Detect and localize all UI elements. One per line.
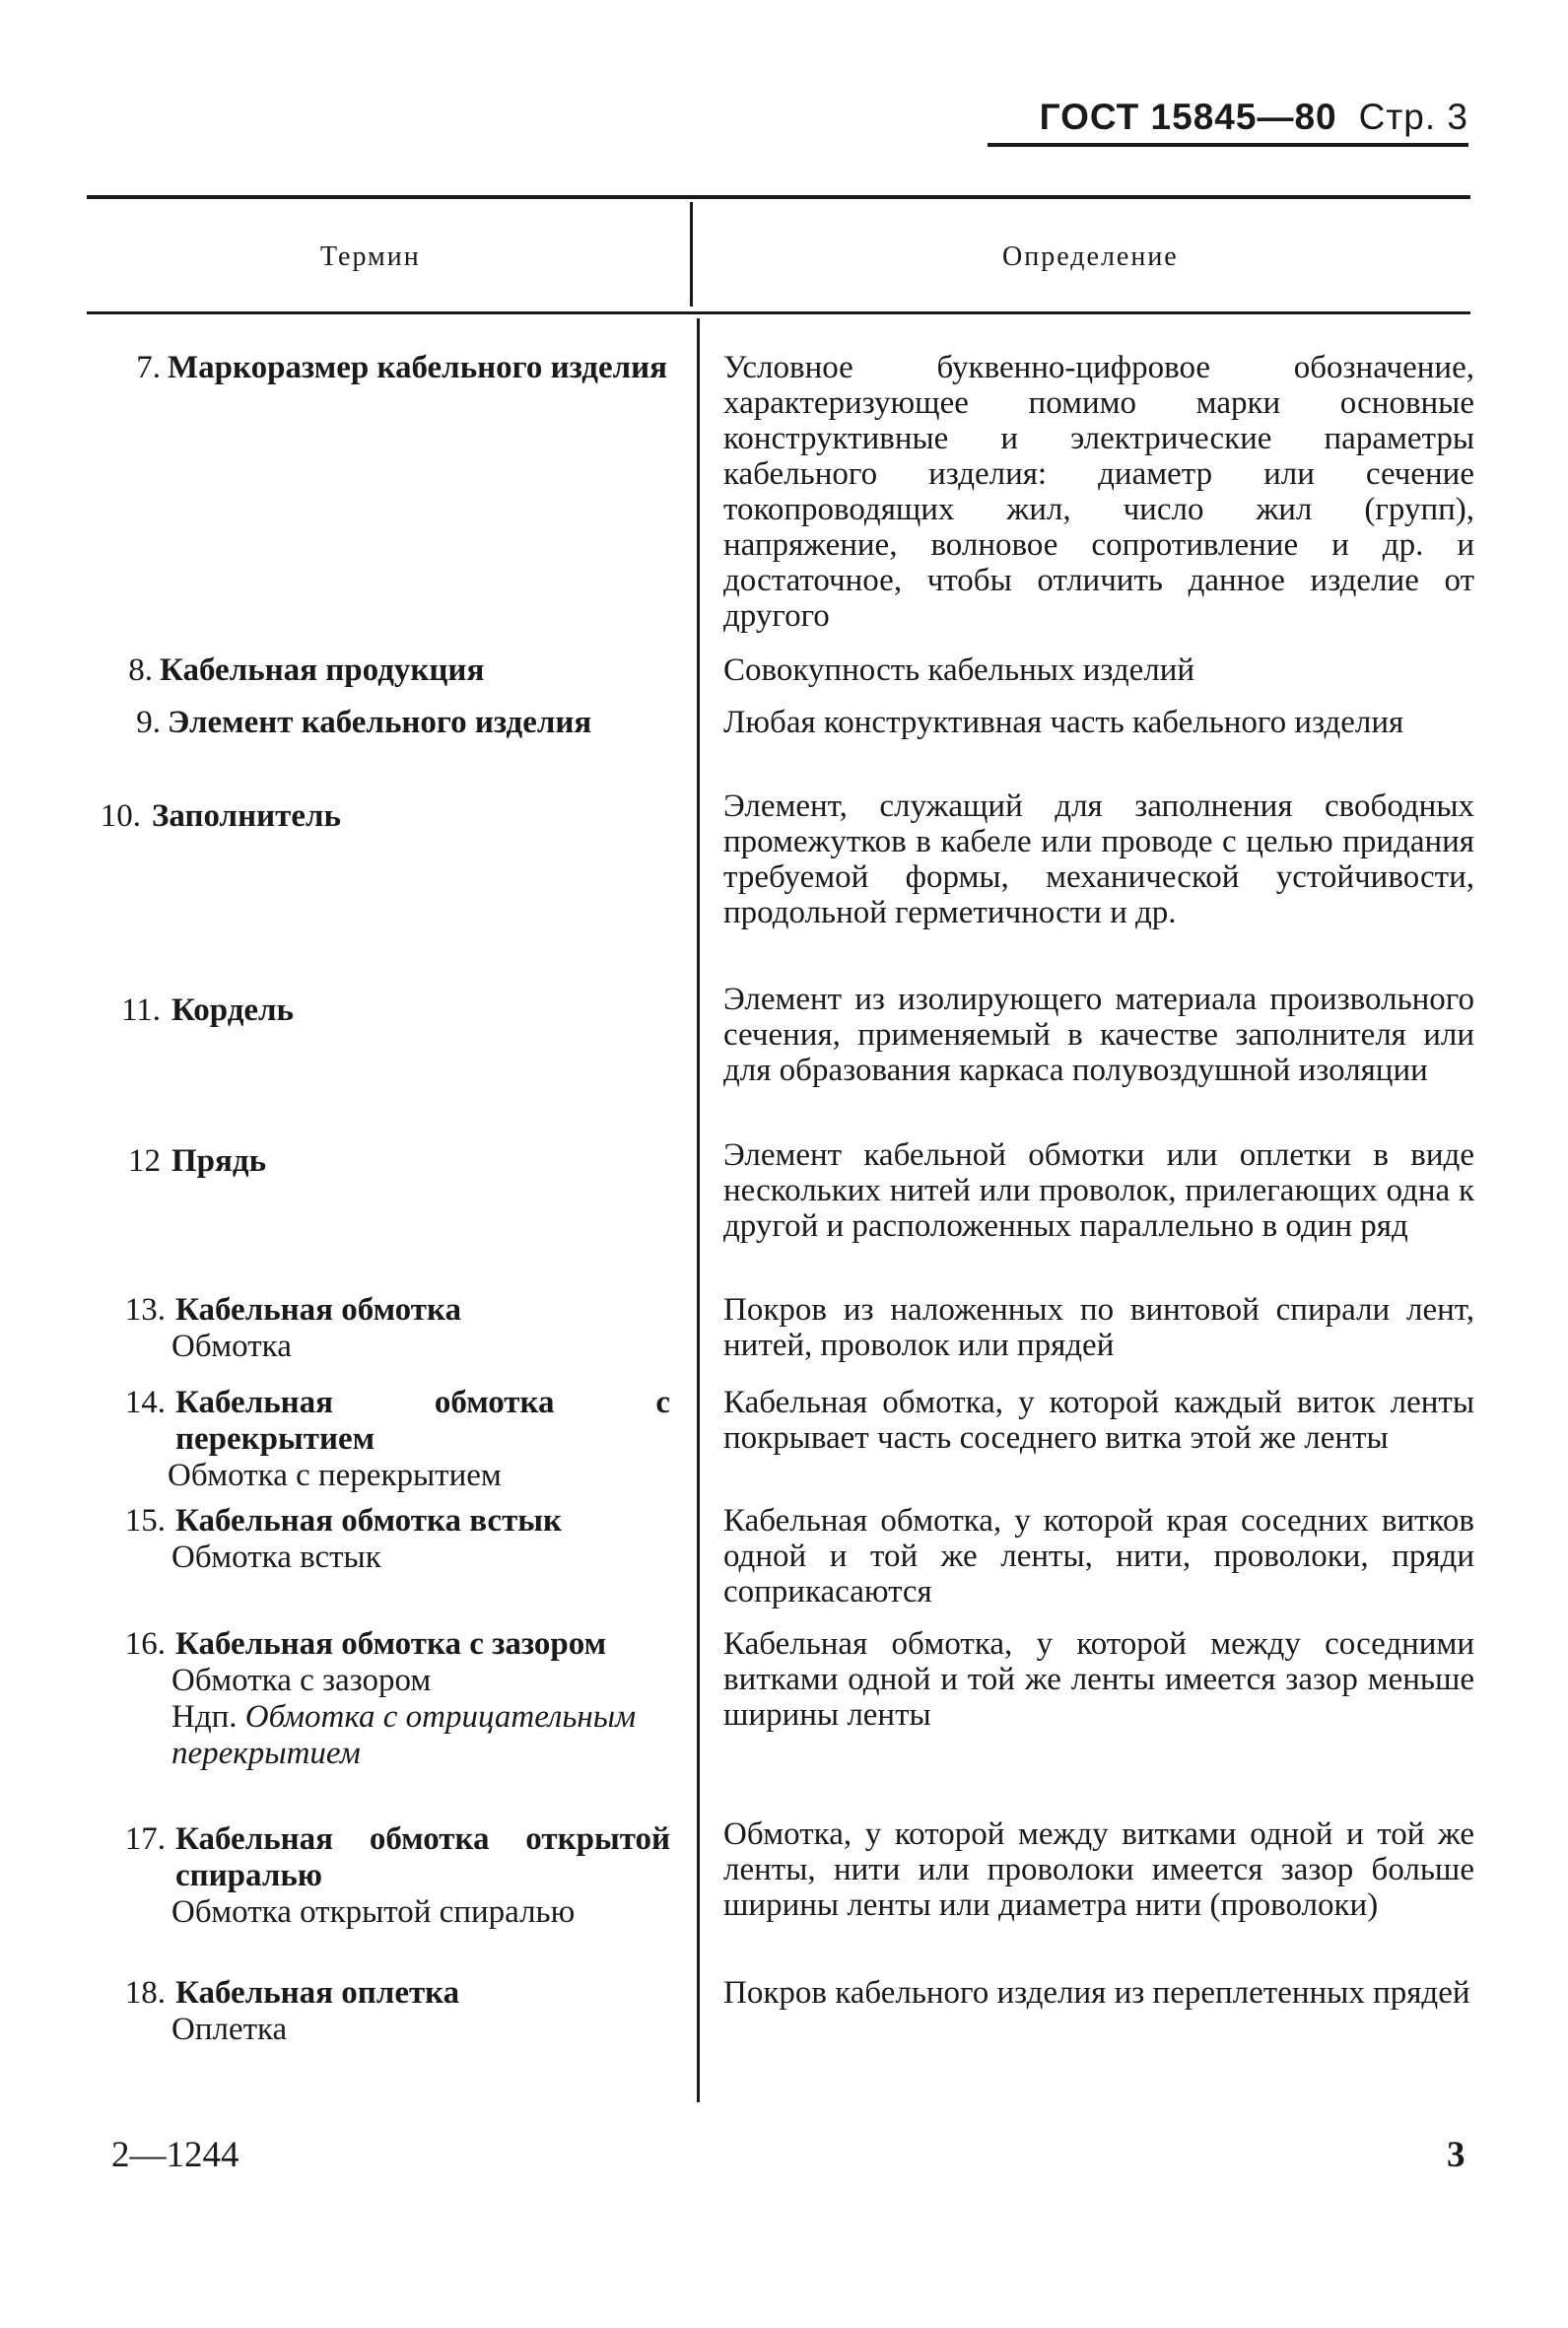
- term-name: Кабельная обмотка с зазором: [175, 1626, 607, 1662]
- page-label: Стр. 3: [1358, 97, 1468, 137]
- header-column-divider: [690, 202, 693, 307]
- term-definition: Элемент кабельной обмотки или оплетки в виде нескольких нитей или проволок, прилегающих одна к другой и расположенных параллельно в один ряд: [723, 1137, 1474, 1244]
- table-header-rule: [87, 311, 1470, 314]
- term-name: Заполнитель: [152, 798, 341, 834]
- term-entry: [59, 652, 670, 689]
- term-number: 17.: [124, 1821, 166, 1857]
- term-definition: Обмотка, у которой между витками одной и той же ленты, нити или проволоки имеется зазор больше ширины ленты или диаметра нити (проволоки): [723, 1816, 1474, 1923]
- term-number: 15.: [124, 1503, 166, 1539]
- term-entry: [59, 1821, 670, 1931]
- term-definition: Условное буквенно-цифровое обозначение, характеризующее помимо марки основные конструктивные и электрические параметры кабельного изделия: диаметр или сечение токопроводящих жил, число жил (групп), напряжение, волновое сопротивление и др. и достаточное, чтобы отличить данное изделие от другого: [723, 350, 1474, 634]
- term-definition: Кабельная обмотка, у которой между соседними витками одной и той же ленты имеется зазор меньше ширины ленты: [723, 1626, 1474, 1733]
- term-definition: Покров кабельного изделия из переплетенных прядей: [723, 1975, 1470, 2011]
- term-synonym: Обмотка с перекрытием: [168, 1458, 502, 1493]
- print-order-code: 2—1244: [111, 2135, 239, 2175]
- table-top-rule: [87, 195, 1470, 199]
- term-definition: Кабельная обмотка, у которой каждый виток ленты покрывает часть соседнего витка этой же ленты: [723, 1385, 1474, 1456]
- term-definition: Элемент, служащий для заполнения свободных промежутков в кабеле или проводе с целью придания требуемой формы, механической устойчивости, продольной герметичности и др.: [723, 788, 1474, 930]
- term-name: Кабельная оплетка: [175, 1975, 460, 2011]
- term-entry: [59, 993, 670, 1029]
- term-entry: [59, 1385, 670, 1494]
- term-synonym: Обмотка: [171, 1329, 292, 1364]
- column-header-definition: Определение: [1002, 241, 1179, 272]
- term-entry: [59, 705, 670, 741]
- term-name: Кордель: [171, 993, 295, 1028]
- term-name: Кабельная обмотка открытой спиралью: [175, 1821, 670, 1893]
- term-number: 12: [128, 1143, 161, 1179]
- term-number: 14.: [124, 1385, 166, 1420]
- term-number: 11.: [120, 993, 161, 1028]
- column-header-term: Термин: [320, 241, 421, 272]
- term-synonym: Обмотка встык: [171, 1540, 381, 1575]
- term-entry: [59, 1143, 670, 1180]
- term-definition: Любая конструктивная часть кабельного изделия: [723, 705, 1404, 740]
- term-name: Прядь: [171, 1143, 267, 1179]
- term-name: Кабельная обмотка с перекрытием: [175, 1385, 670, 1457]
- term-number: 7.: [136, 350, 161, 385]
- term-number: 8.: [128, 652, 153, 688]
- page-number: 3: [1447, 2135, 1466, 2175]
- ndp-term: Обмотка с отрицательным перекрытием: [171, 1699, 637, 1771]
- term-entry: [59, 1503, 670, 1576]
- term-definition: Кабельная обмотка, у которой края соседних витков одной и той же ленты, нити, проволоки, пряди соприкасаются: [723, 1503, 1474, 1609]
- term-entry: [59, 1975, 670, 2048]
- term-synonym: Обмотка открытой спиралью: [171, 1894, 576, 1930]
- term-definition: Покров из наложенных по винтовой спирали лент, нитей, проволок или прядей: [723, 1292, 1474, 1363]
- body-column-divider: [697, 318, 700, 2102]
- ndp-prefix: Ндп.: [171, 1699, 238, 1735]
- term-definition: Элемент из изолирующего материала произвольного сечения, применяемый в качестве заполнителя или для образования каркаса полувоздушной изоляции: [723, 982, 1474, 1088]
- term-number: 10.: [100, 798, 141, 834]
- standard-designation: ГОСТ 15845—80: [1039, 97, 1337, 137]
- non-recommended-term: [59, 1699, 670, 1772]
- term-synonym: Оплетка: [171, 2012, 288, 2047]
- term-entry: [59, 1626, 670, 1772]
- term-name: Кабельная обмотка встык: [175, 1503, 563, 1539]
- term-number: 16.: [124, 1626, 166, 1662]
- term-name: Маркоразмер кабельного изделия: [168, 350, 667, 385]
- term-number: 18.: [124, 1975, 166, 2011]
- header-rule: [988, 143, 1468, 147]
- term-number: 13.: [124, 1292, 166, 1328]
- term-number: 9.: [136, 705, 161, 740]
- running-header: [976, 97, 1468, 156]
- term-name: Кабельная продукция: [160, 652, 485, 688]
- term-entry: [59, 1292, 670, 1365]
- term-name: Элемент кабельного изделия: [168, 705, 592, 740]
- term-definition: Совокупность кабельных изделий: [723, 652, 1195, 688]
- term-synonym: Обмотка с зазором: [171, 1663, 432, 1698]
- term-entry: [59, 798, 670, 835]
- term-entry: [59, 350, 670, 386]
- term-name: Кабельная обмотка: [175, 1292, 461, 1328]
